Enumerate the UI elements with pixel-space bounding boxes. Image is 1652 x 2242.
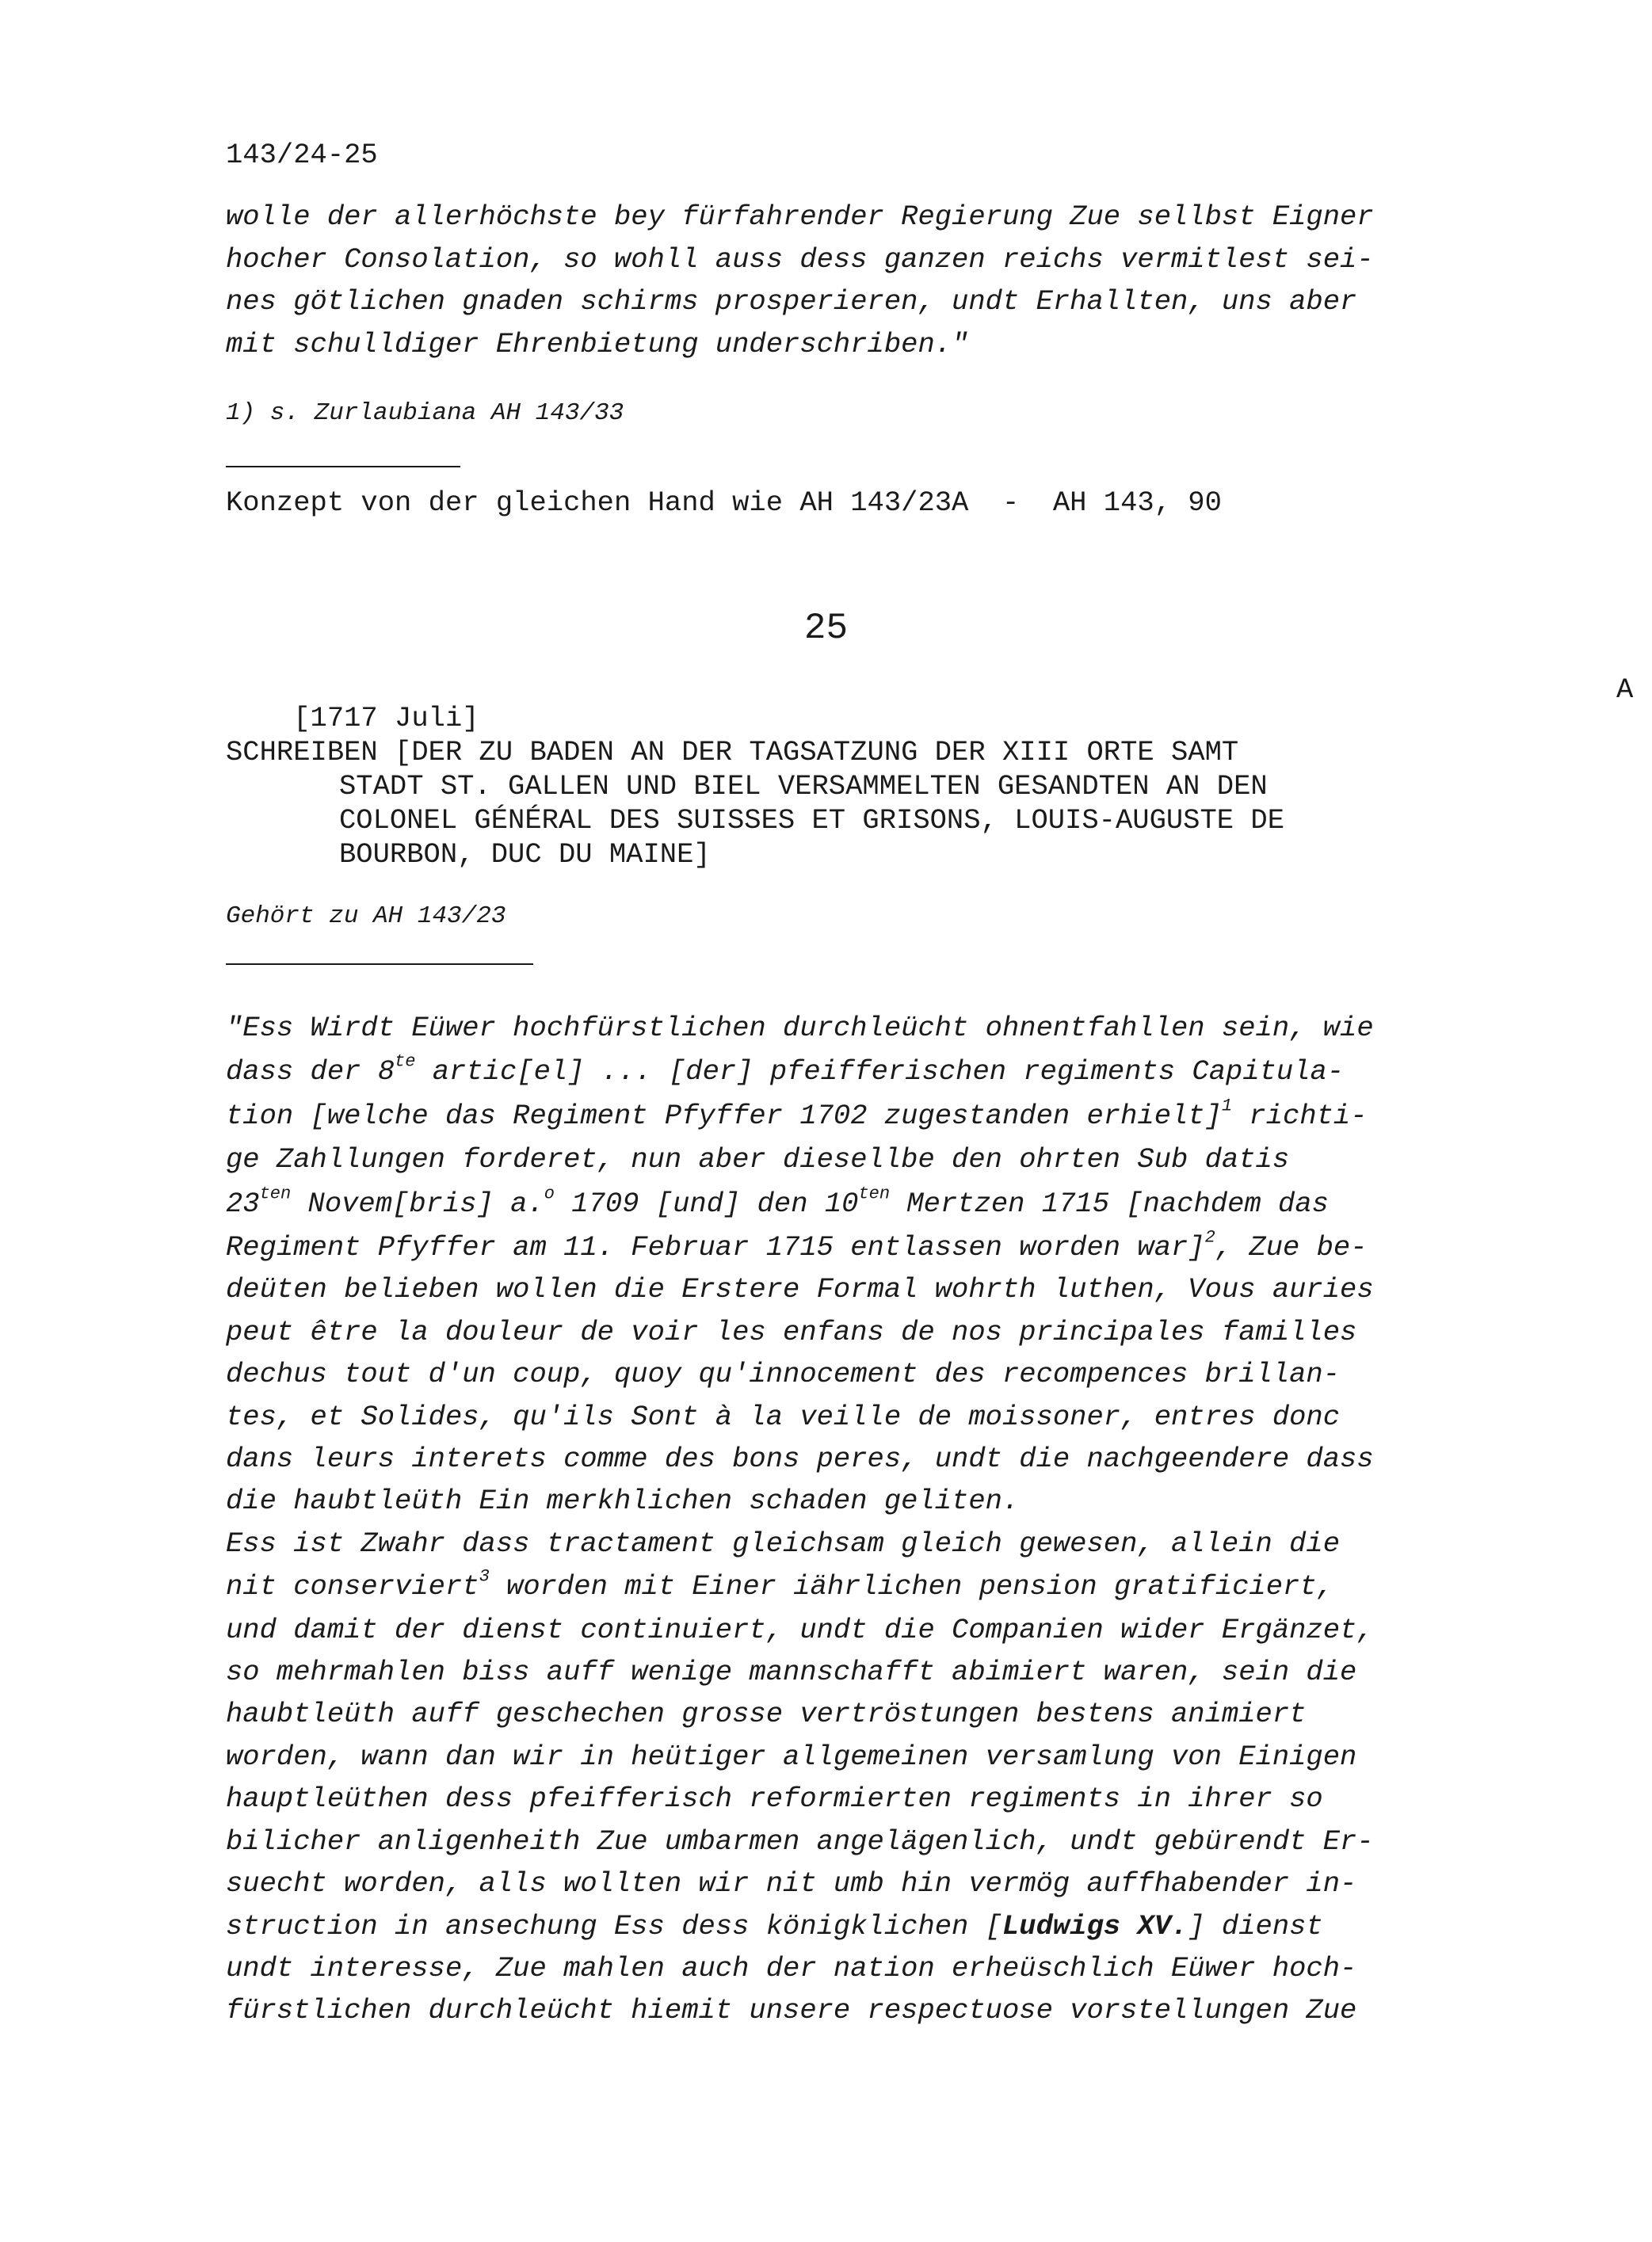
letter-number: 25 (803, 608, 849, 649)
body-line: dans leurs interets comme des bons peres, undt die nachgeendere dass (226, 1443, 1374, 1475)
superscript: ten (858, 1184, 891, 1204)
body-line: Regiment Pfyffer am 11. Februar 1715 entlassen worden war]$^2$, Zue be- (226, 1227, 1368, 1264)
footnote-marker: 3 (479, 1566, 490, 1587)
letter-code: A (1616, 673, 1634, 706)
body-line: bilicher anligenheith Zue umbarmen angelägenlich, undt gebürendt Er- (226, 1825, 1374, 1858)
heading-rule (226, 963, 533, 965)
body-line: ge Zahllungen forderet, nun aber diesellbe den ohrten Sub datis (226, 1143, 1290, 1176)
closing-line: nes götlichen gnaden schirms prosperieren, undt Erhallten, uns aber (226, 285, 1357, 318)
letter-date: [1717 Juli] (293, 701, 479, 734)
editorial-insertion: Ludwigs XV. (1002, 1910, 1188, 1943)
body-line: tes, et Solides, qu'ils Sont à la veille de moissoner, entres donc (226, 1401, 1341, 1433)
footnote-rule (226, 466, 460, 467)
superscript: o (544, 1184, 555, 1204)
body-line: so mehrmahlen biss auff wenige mannschafft abimiert waren, sein die (226, 1656, 1357, 1688)
heading-line: BOURBON, DUC DU MAINE] (339, 838, 711, 871)
footnote-marker: 2 (1204, 1227, 1215, 1248)
superscript: te (395, 1051, 416, 1072)
closing-line: wolle der allerhöchste bey fürfahrender Regierung Zue sellbst Eigner (226, 200, 1374, 233)
body-line: suecht worden, alls wollten wir nit umb hin vermög auffhabender in- (226, 1867, 1357, 1900)
body-line: $23^{ten}$ Novem[bris] a.$^o$ 1709 [und] den $10^{ten}$ Mertzen 1715 [nachdem das (226, 1184, 1329, 1220)
superscript: ten (259, 1184, 292, 1204)
body-line: hauptleüthen dess pfeifferisch reformierten regiments in ihrer so (226, 1783, 1323, 1815)
body-line: worden, wann dan wir in heütiger allgemeinen versamlung von Einigen (226, 1741, 1357, 1773)
body-line: nit conserviert$^3$ worden mit Einer iährlichen pension gratificiert, (226, 1566, 1333, 1603)
body-line: dass der $8^{te}$ artic[el] ... [der] pfeifferischen regiments Capitula- (226, 1051, 1345, 1088)
body-line: haubtleüth auff geschechen grosse vertröstungen bestens animiert (226, 1698, 1307, 1730)
body-line: die haubtleüth Ein merkhlichen schaden geliten. (226, 1485, 1020, 1517)
body-line: fürstlichen durchleücht hiemit unsere respectuose vorstellungen Zue (226, 1994, 1357, 2027)
heading-line: COLONEL GÉNÉRAL DES SUISSES ET GRISONS, LOUIS-AUGUSTE DE (339, 804, 1284, 837)
body-line: deüten belieben wollen die Erstere Formal wohrth luthen, Vous auries (226, 1273, 1374, 1306)
footnote-marker: 1 (1221, 1096, 1233, 1116)
body-line: dechus tout d'un coup, quoy qu'innocement des recompences brillan- (226, 1358, 1341, 1390)
body-line: tion [welche das Regiment Pfyffer 1702 zugestanden erhielt]$^1$ richti- (226, 1096, 1368, 1132)
body-line: peut être la douleur de voir les enfans de nos principales familles (226, 1316, 1357, 1348)
heading-line: SCHREIBEN [DER ZU BADEN AN DER TAGSATZUNG DER XIII ORTE SAMT (226, 736, 1239, 768)
footnote: 1) s. Zurlaubiana AH 143/33 (226, 399, 624, 427)
body-line: struction in ansechung Ess dess königklichen [Ludwigs XV.] dienst (226, 1910, 1323, 1943)
body-line: "Ess Wirdt Eüwer hochfürstlichen durchleücht ohnentfahllen sein, wie (226, 1012, 1374, 1044)
closing-line: mit schulldiger Ehrenbietung underschriben." (226, 328, 969, 360)
page-reference: 143/24-25 (226, 139, 378, 171)
body-line: und damit der dienst continuiert, undt die Companien wider Ergänzet, (226, 1614, 1374, 1646)
belongs-to-note: Gehört zu AH 143/23 (226, 902, 506, 930)
body-line: Ess ist Zwahr dass tractament gleichsam gleich gewesen, allein die (226, 1527, 1341, 1560)
body-line: undt interesse, Zue mahlen auch der nation erheüschlich Eüwer hoch- (226, 1952, 1357, 1985)
closing-line: hocher Consolation, so wohll auss dess ganzen reichs vermitlest sei- (226, 243, 1374, 276)
concept-note: Konzept von der gleichen Hand wie AH 143/23A - AH 143, 90 (226, 486, 1222, 519)
heading-line: STADT ST. GALLEN UND BIEL VERSAMMELTEN GESANDTEN AN DEN (339, 770, 1268, 803)
